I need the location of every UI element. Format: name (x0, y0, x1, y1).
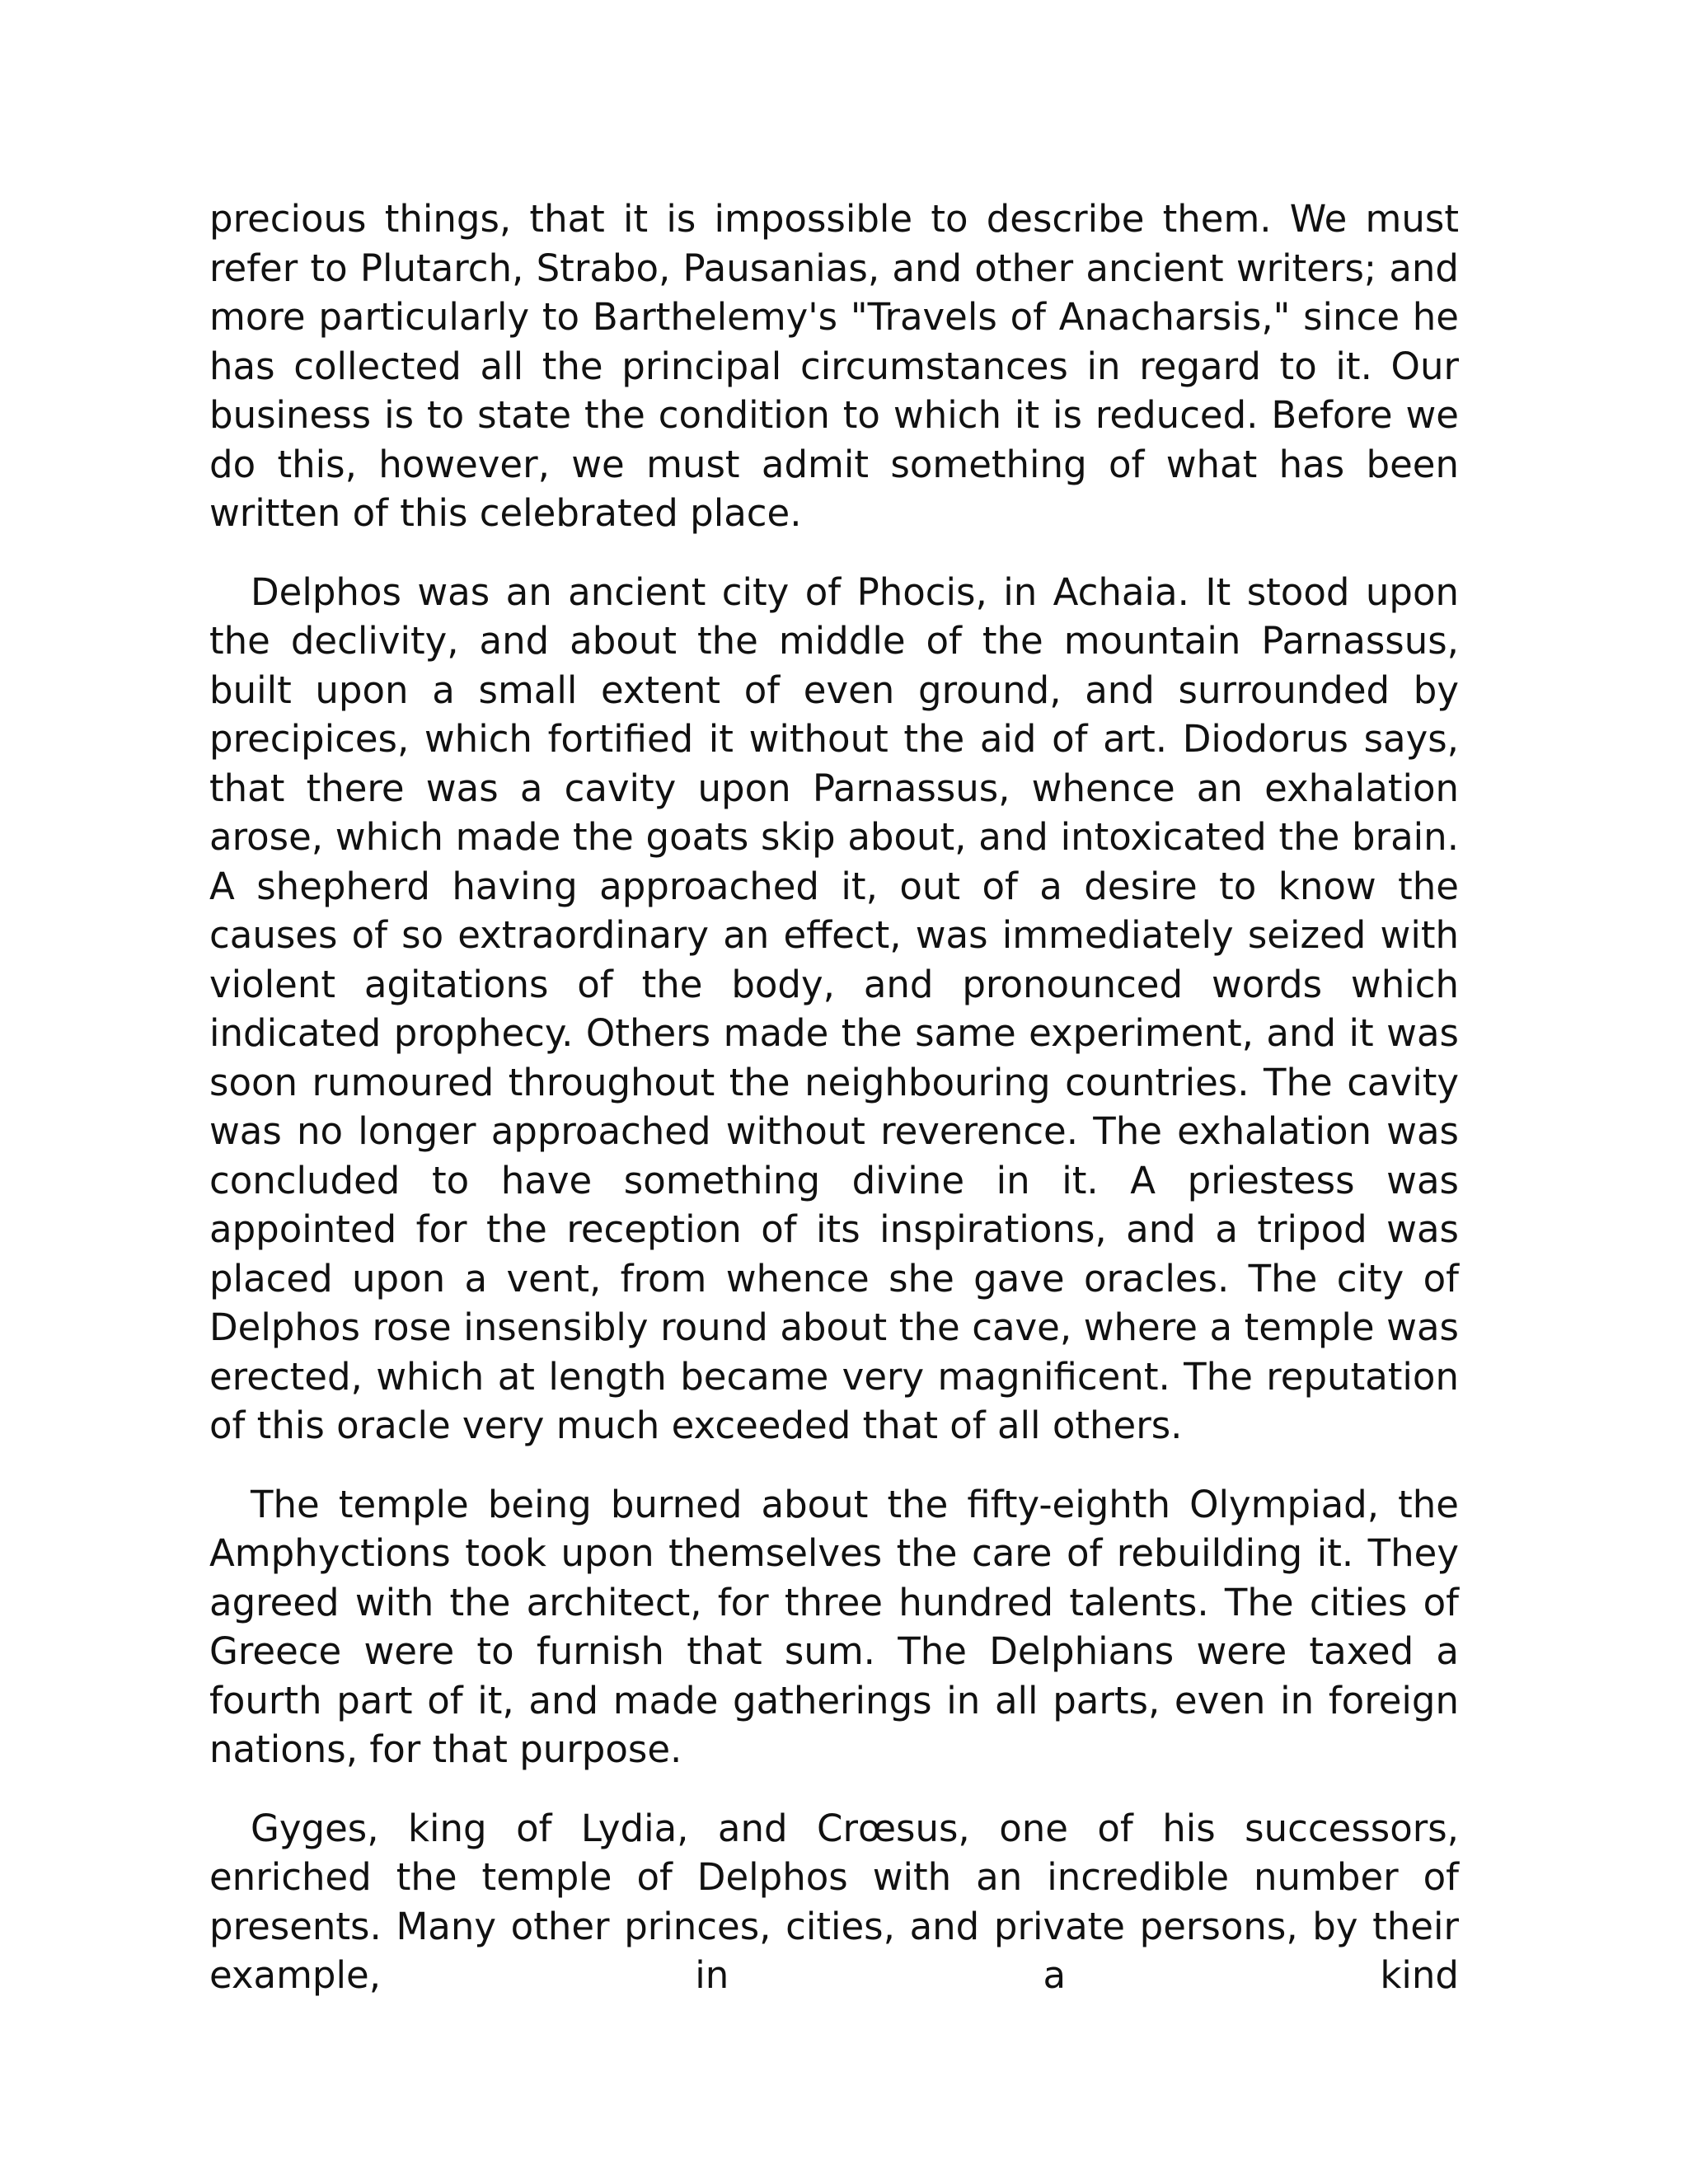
paragraph-2: Delphos was an ancient city of Phocis, in Achaia. It stood upon the declivity, and about the middle of the mountain Parnassus, built upon a small extent of even ground, and surrounded by precipices, which fortified it without the aid of art. Diodorus says, that there was a cavity upon Parnassus, whence an exhalation arose, which made the goats skip about, and intoxicated the brain. A shepherd having approached it, out of a desire to know the causes of so extraordinary an effect, was immediately seized with violent agitations of the body, and pronounced words which indicated prophecy. Others made the same experiment, and it was soon rumoured throughout the neighbouring countries. The cavity was no longer approached without reverence. The exhalation was concluded to have something divine in it. A priestess was appointed for the reception of its inspirations, and a tripod was placed upon a vent, from whence she gave oracles. The city of Delphos rose insensibly round about the cave, where a temple was erected, which at length became very magnificent. The reputation of this oracle very much exceeded that of all others. (209, 569, 1459, 1447)
paragraph-4: Gyges, king of Lydia, and Crœsus, one of his successors, enriched the temple of Delphos with an incredible number of presents. Many other princes, cities, and private persons, by their example, in a kind (209, 1806, 1459, 1997)
body-text (209, 194, 1459, 2030)
paragraph-3: The temple being burned about the fifty-eighth Olympiad, the Amphyctions took upon themselves the care of rebuilding it. They agreed with the architect, for three hundred talents. The cities of Greece were to furnish that sum. The Delphians were taxed a fourth part of it, and made gatherings in all parts, even in foreign nations, for that purpose. (209, 1482, 1459, 1771)
paragraph-1: precious things, that it is impossible to describe them. We must refer to Plutarch, Strabo, Pausanias, and other ancient writers; and more particularly to Barthelemy's "Travels of Anacharsis," since he has collected all the principal circumstances in regard to it. Our business is to state the condition to which it is reduced. Before we do this, however, we must admit something of what has been written of this celebrated place. (209, 197, 1459, 535)
